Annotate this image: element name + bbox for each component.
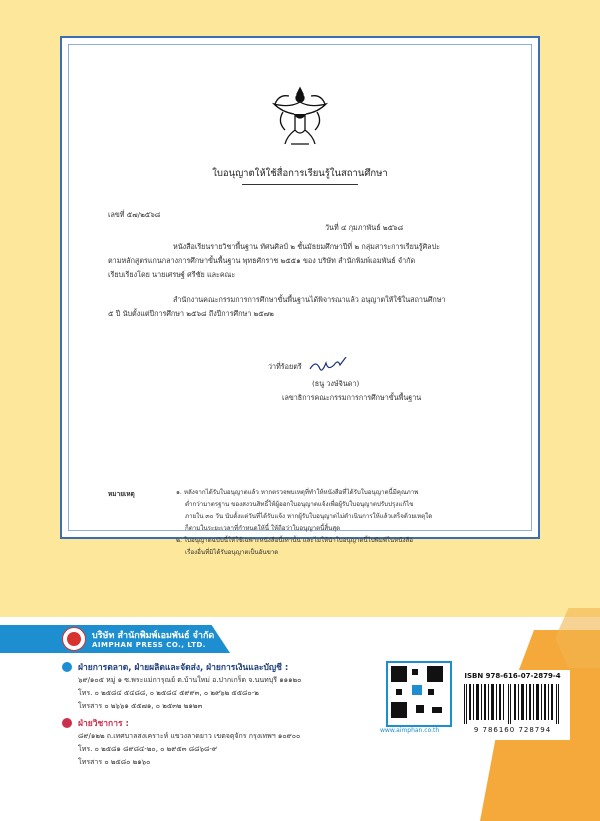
academic-address: ๘๙/๑๒๒ ถ.เทศบาลสงเคราะห์ แขวงลาดยาว เขตจตุจักร กรุงเทพฯ ๑๐๙๐๐ [78,732,301,740]
body-paragraph-1: หนังสือเรียนรายวิชาพื้นฐาน ทัศนศิลป์ ๒ ชั้นมัธยมศึกษาปีที่ ๒ กลุ่มสาระการเรียนรู้ศิลปะ [173,242,441,251]
signer-name: (ธนู วงษ์จินดา) [312,379,360,388]
sales-heading: ฝ่ายการตลาด, ฝ่ายผลิตและจัดส่ง, ฝ่ายการเงินและบัญชี : [78,663,289,673]
title-underline [242,184,358,185]
body-paragraph-1: ตามหลักสูตรแกนกลางการศึกษาขั้นพื้นฐาน พุทธศักราช ๒๕๕๑ ของ บริษัท สำนักพิมพ์เอมพันธ์ จำกัด [108,256,416,265]
document-title: ใบอนุญาตให้ใช้สื่อการเรียนรู้ในสถานศึกษา [212,168,388,179]
notes-label: หมายเหตุ [108,490,135,498]
sales-address: ๖๙/๑๐๕ หมู่ ๑ ซ.พระแม่การุณย์ ต.บ้านใหม่ อ.ปากเกร็ด จ.นนทบุรี ๑๑๑๒๐ [78,676,302,684]
document-number: เลขที่ ๕๗/๒๕๖๘ [108,210,161,219]
signer-prefix: ว่าที่ร้อยตรี [268,362,302,371]
garuda-emblem-icon [265,82,335,152]
location-pin-icon [62,718,72,728]
document-date: วันที่ ๔ กุมภาพันธ์ ๒๕๖๘ [325,223,404,232]
sales-phone: โทร. ๐ ๒๕๘๔ ๕๔๘๘, ๐ ๒๕๘๔ ๕๙๙๓, ๐ ๒๙๖๒ ๕๕๘๐-๒ [78,689,259,697]
academic-phone: โทร. ๐ ๒๕๘๑ ๘๙๘๔-๒๐, ๐ ๒๙๕๓ ๘๘๖๘-๙ [78,745,217,753]
note-item: ต่ำกว่ามาตรฐาน ของสงวนสิทธิ์ให้ผู้ออกใบอนุญาตแจ้งเพื่อผู้รับใบอนุญาตปรับปรุงแก้ไข [185,501,414,508]
note-item: ๑. หลังจากได้รับใบอนุญาตแล้ว หากตรวจพบเหตุที่ทำให้หนังสือที่ได้รับใบอนุญาตนี้มีคุณภาพ [176,489,419,496]
note-item: เรื่องอื่นที่มิได้รับอนุญาตเป็นอันขาด [185,549,279,556]
qr-code-icon[interactable] [386,661,452,727]
website-link[interactable]: www.aimphan.co.th [380,727,440,734]
academic-fax: โทรสาร ๐ ๒๕๘๐ ๒๑๖๐ [78,758,151,766]
publisher-name-en: AIMPHAN PRESS CO., LTD. [92,641,206,649]
sales-fax: โทรสาร ๐ ๒๖๖๑ ๕๕๗๑, ๐ ๒๕๓๒ ๒๑๒๓ [78,702,203,710]
publisher-logo-icon [62,627,86,651]
barcode-icon [462,684,562,724]
isbn-label: ISBN 978-616-07-2879-4 [464,672,561,680]
body-paragraph-1: เรียบเรียงโดย นายเศรษฐ์ ศรีชัย และคณะ [108,270,236,279]
note-item: ๒. ใบอนุญาตฉบับนี้ให้ใช้เฉพาะหนังสือนี้เท่านั้น และไม่ให้นำใบอนุญาตนี้ไปพิมพ์ในหนังสือ [176,537,413,544]
note-item: ก็ตามในระยะเวลาที่กำหนดให้นี้ ให้ถือว่าใบอนุญาตนี้สิ้นสุด [185,525,341,532]
signer-title: เลขาธิการคณะกรรมการการศึกษาขั้นพื้นฐาน [282,393,422,402]
publisher-name-th: บริษัท สำนักพิมพ์เอมพันธ์ จำกัด [92,631,215,641]
signature-icon [308,357,348,375]
academic-heading: ฝ่ายวิชาการ : [78,719,129,729]
barcode-digits: 9 786160 728794 [473,726,552,734]
body-paragraph-2: สำนักงานคณะกรรมการการศึกษาขั้นพื้นฐานได้พิจารณาแล้ว อนุญาตให้ใช้ในสถานศึกษา [173,295,446,304]
location-pin-icon [62,662,72,672]
body-paragraph-2: ๕ ปี นับตั้งแต่ปีการศึกษา ๒๕๖๘ ถึงปีการศึกษา ๒๕๗๒ [108,309,274,318]
note-item: ภายใน ๓๐ วัน นับตั้งแต่วันที่ได้รับแจ้ง หากผู้รับใบอนุญาตไม่ดำเนินการให้แล้วเสร็จด้วยเหตุใด [185,513,433,520]
